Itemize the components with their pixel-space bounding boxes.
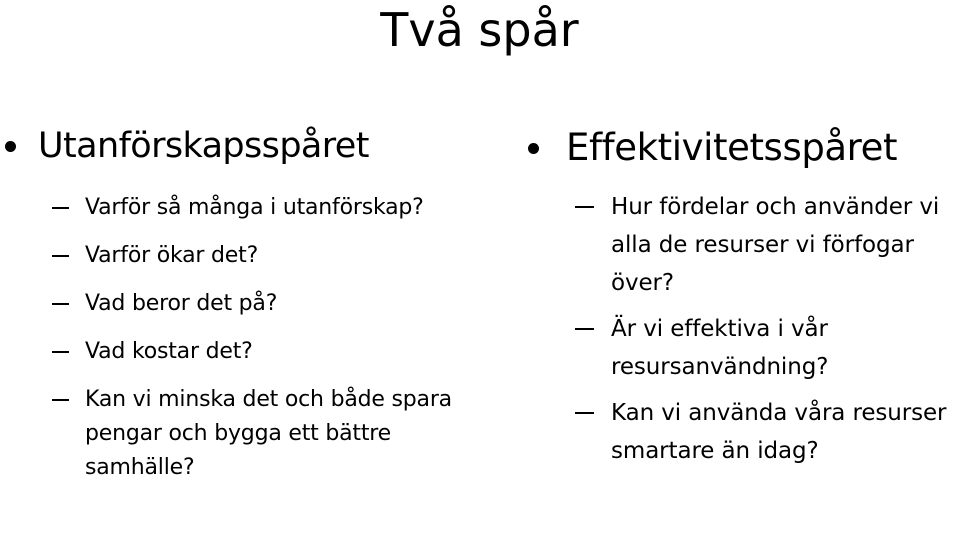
left-heading-row [5, 124, 369, 168]
dash-icon [52, 255, 69, 257]
right-item-3 [575, 394, 955, 470]
right-item-1 [575, 188, 955, 302]
left-item-2-text: Varför ökar det? [85, 243, 259, 268]
slide-title: Två spår [380, 3, 579, 57]
left-item-4 [52, 335, 472, 369]
right-item-3-text: Kan vi använda våra resurser smartare än idag? [611, 400, 947, 464]
left-item-2 [52, 239, 472, 273]
left-item-1 [52, 191, 472, 225]
right-item-2 [575, 310, 955, 386]
dash-icon [575, 206, 594, 208]
right-heading: Effektivitetsspåret [566, 126, 898, 169]
right-heading-row [528, 126, 897, 170]
left-sub-list [52, 191, 472, 499]
dash-icon [52, 207, 69, 209]
left-item-5-text: Kan vi minska det och både spara pengar och bygga ett bättre samhälle? [85, 387, 452, 480]
dash-icon [52, 351, 69, 353]
bullet-dot-icon [5, 141, 16, 152]
dash-icon [575, 412, 594, 414]
right-item-1-text: Hur fördelar och använder vi alla de resurser vi förfogar över? [611, 194, 940, 296]
bullet-dot-icon [528, 143, 539, 154]
left-heading: Utanförskapsspåret [38, 126, 369, 166]
dash-icon [575, 328, 594, 330]
dash-icon [52, 303, 69, 305]
right-sub-list [575, 188, 955, 478]
left-item-4-text: Vad kostar det? [85, 339, 253, 364]
right-item-2-text: Är vi effektiva i vår resursanvändning? [611, 316, 829, 380]
left-item-3 [52, 287, 472, 321]
dash-icon [52, 399, 69, 401]
left-item-5 [52, 383, 472, 485]
left-item-3-text: Vad beror det på? [85, 291, 278, 316]
left-item-1-text: Varför så många i utanförskap? [85, 195, 424, 220]
